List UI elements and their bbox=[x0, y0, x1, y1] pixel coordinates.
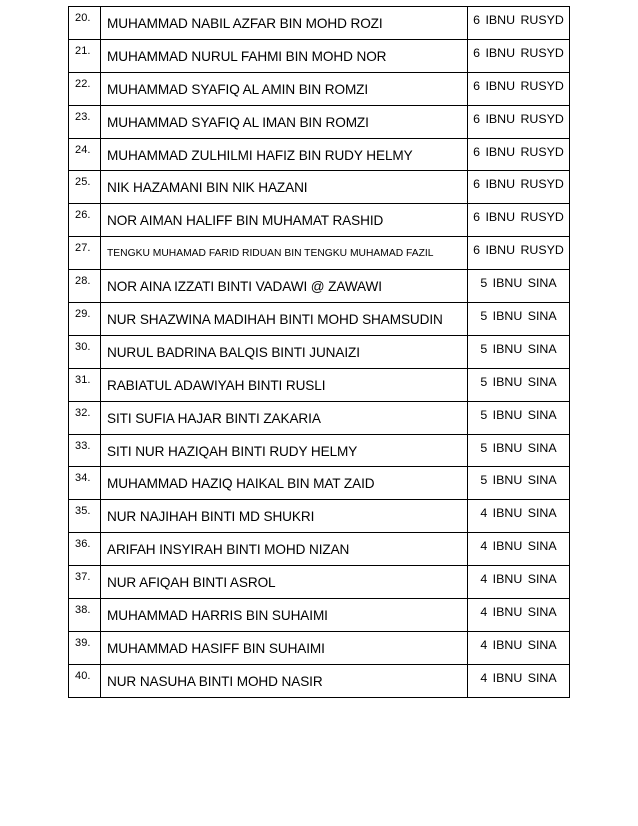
row-number: 33. bbox=[69, 434, 101, 467]
table-row bbox=[69, 7, 570, 40]
student-table bbox=[68, 6, 570, 698]
student-class: 4 IBNU SINA bbox=[468, 533, 570, 566]
student-name: NUR NASUHA BINTI MOHD NASIR bbox=[101, 664, 468, 697]
table-row bbox=[69, 237, 570, 270]
table-row bbox=[69, 599, 570, 632]
table-row bbox=[69, 105, 570, 138]
student-name: NUR NAJIHAH BINTI MD SHUKRI bbox=[101, 500, 468, 533]
student-name: NOR AINA IZZATI BINTI VADAWI @ ZAWAWI bbox=[101, 270, 468, 303]
student-class: 4 IBNU SINA bbox=[468, 599, 570, 632]
student-name: TENGKU MUHAMAD FARID RIDUAN BIN TENGKU MUHAMAD FAZIL bbox=[101, 237, 468, 270]
table-row bbox=[69, 335, 570, 368]
table-row bbox=[69, 467, 570, 500]
row-number: 24. bbox=[69, 138, 101, 171]
student-class: 5 IBNU SINA bbox=[468, 335, 570, 368]
student-class: 6 IBNU RUSYD bbox=[468, 7, 570, 40]
row-number: 23. bbox=[69, 105, 101, 138]
student-name: SITI NUR HAZIQAH BINTI RUDY HELMY bbox=[101, 434, 468, 467]
student-name: RABIATUL ADAWIYAH BINTI RUSLI bbox=[101, 368, 468, 401]
row-number: 29. bbox=[69, 303, 101, 336]
row-number: 38. bbox=[69, 599, 101, 632]
table-row bbox=[69, 368, 570, 401]
table-row bbox=[69, 631, 570, 664]
student-class: 5 IBNU SINA bbox=[468, 303, 570, 336]
row-number: 35. bbox=[69, 500, 101, 533]
row-number: 27. bbox=[69, 237, 101, 270]
row-number: 36. bbox=[69, 533, 101, 566]
row-number: 28. bbox=[69, 270, 101, 303]
row-number: 39. bbox=[69, 631, 101, 664]
student-class: 6 IBNU RUSYD bbox=[468, 39, 570, 72]
table-row bbox=[69, 204, 570, 237]
table-row bbox=[69, 39, 570, 72]
row-number: 37. bbox=[69, 566, 101, 599]
row-number: 31. bbox=[69, 368, 101, 401]
student-class: 4 IBNU SINA bbox=[468, 566, 570, 599]
student-name: ARIFAH INSYIRAH BINTI MOHD NIZAN bbox=[101, 533, 468, 566]
table-row bbox=[69, 401, 570, 434]
student-name: MUHAMMAD NURUL FAHMI BIN MOHD NOR bbox=[101, 39, 468, 72]
student-name: MUHAMMAD SYAFIQ AL AMIN BIN ROMZI bbox=[101, 72, 468, 105]
student-class: 6 IBNU RUSYD bbox=[468, 171, 570, 204]
student-name: MUHAMMAD HAZIQ HAIKAL BIN MAT ZAID bbox=[101, 467, 468, 500]
student-class: 4 IBNU SINA bbox=[468, 500, 570, 533]
student-name: NURUL BADRINA BALQIS BINTI JUNAIZI bbox=[101, 335, 468, 368]
student-name: MUHAMMAD ZULHILMI HAFIZ BIN RUDY HELMY bbox=[101, 138, 468, 171]
student-class: 5 IBNU SINA bbox=[468, 270, 570, 303]
table-row bbox=[69, 270, 570, 303]
table-row bbox=[69, 434, 570, 467]
row-number: 21. bbox=[69, 39, 101, 72]
table-row bbox=[69, 566, 570, 599]
student-name: NUR AFIQAH BINTI ASROL bbox=[101, 566, 468, 599]
table-row bbox=[69, 138, 570, 171]
row-number: 20. bbox=[69, 7, 101, 40]
student-class: 6 IBNU RUSYD bbox=[468, 204, 570, 237]
row-number: 26. bbox=[69, 204, 101, 237]
row-number: 30. bbox=[69, 335, 101, 368]
row-number: 22. bbox=[69, 72, 101, 105]
student-name: MUHAMMAD HASIFF BIN SUHAIMI bbox=[101, 631, 468, 664]
student-name: SITI SUFIA HAJAR BINTI ZAKARIA bbox=[101, 401, 468, 434]
student-name: MUHAMMAD HARRIS BIN SUHAIMI bbox=[101, 599, 468, 632]
student-class: 6 IBNU RUSYD bbox=[468, 138, 570, 171]
student-name: MUHAMMAD SYAFIQ AL IMAN BIN ROMZI bbox=[101, 105, 468, 138]
student-name: NOR AIMAN HALIFF BIN MUHAMAT RASHID bbox=[101, 204, 468, 237]
table-row bbox=[69, 533, 570, 566]
student-class: 4 IBNU SINA bbox=[468, 664, 570, 697]
student-class: 4 IBNU SINA bbox=[468, 631, 570, 664]
student-name: NIK HAZAMANI BIN NIK HAZANI bbox=[101, 171, 468, 204]
table-row bbox=[69, 500, 570, 533]
student-name: MUHAMMAD NABIL AZFAR BIN MOHD ROZI bbox=[101, 7, 468, 40]
student-name: NUR SHAZWINA MADIHAH BINTI MOHD SHAMSUDIN bbox=[101, 303, 468, 336]
student-class: 6 IBNU RUSYD bbox=[468, 105, 570, 138]
row-number: 34. bbox=[69, 467, 101, 500]
row-number: 25. bbox=[69, 171, 101, 204]
student-class: 6 IBNU RUSYD bbox=[468, 237, 570, 270]
table-row bbox=[69, 303, 570, 336]
student-class: 5 IBNU SINA bbox=[468, 467, 570, 500]
table-row bbox=[69, 171, 570, 204]
table-row bbox=[69, 72, 570, 105]
student-table-body bbox=[69, 7, 570, 698]
student-class: 5 IBNU SINA bbox=[468, 434, 570, 467]
row-number: 40. bbox=[69, 664, 101, 697]
table-row bbox=[69, 664, 570, 697]
student-class: 5 IBNU SINA bbox=[468, 368, 570, 401]
student-class: 5 IBNU SINA bbox=[468, 401, 570, 434]
row-number: 32. bbox=[69, 401, 101, 434]
student-class: 6 IBNU RUSYD bbox=[468, 72, 570, 105]
